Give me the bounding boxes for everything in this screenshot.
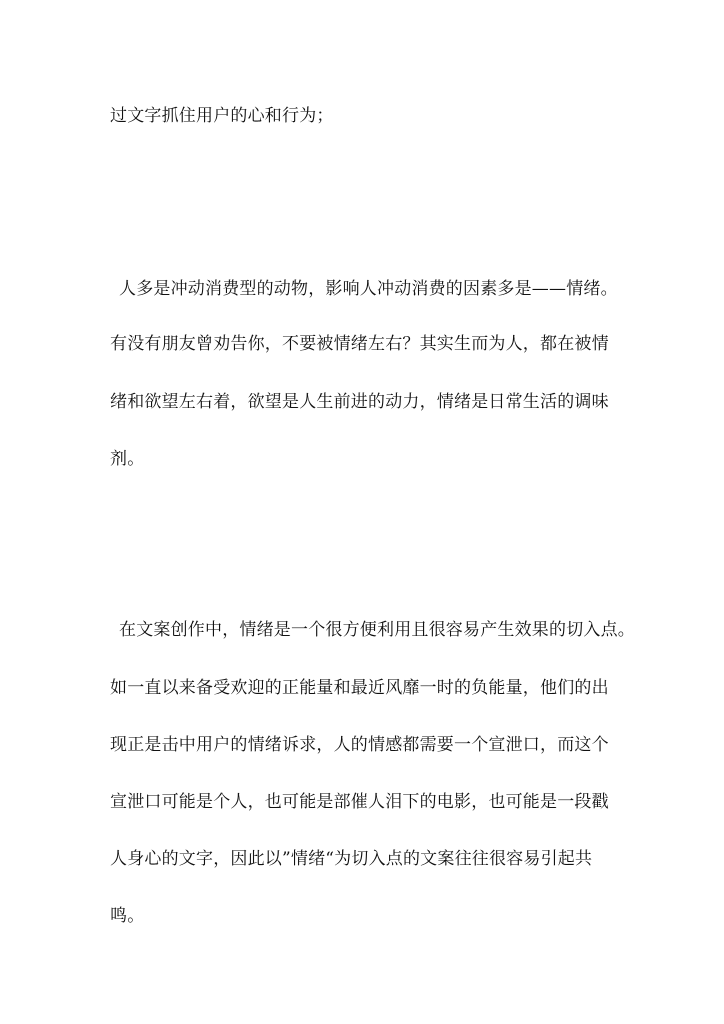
paragraph-2-line-4: 剂。 (110, 449, 145, 469)
paragraph-3-line-2: 如一直以来备受欢迎的正能量和最近风靡一时的负能量，他们的出 (110, 678, 609, 698)
paragraph-2-line-2: 有没有朋友曾劝告你，不要被情绪左右？其实生而为人，都在被情 (110, 334, 609, 354)
paragraph-2-line-3: 绪和欲望左右着，欲望是人生前进的动力，情绪是日常生活的调味 (110, 392, 609, 412)
paragraph-3-line-4: 宣泄口可能是个人，也可能是部催人泪下的电影，也可能是一段戳 (110, 792, 609, 812)
paragraph-1-line-1: 过文字抓住用户的心和行为； (110, 106, 334, 126)
paragraph-2-line-1: 人多是冲动消费型的动物，影响人冲动消费的因素多是——情绪。 (119, 279, 618, 299)
paragraph-3-line-3: 现正是击中用户的情绪诉求，人的情感都需要一个宣泄口，而这个 (110, 735, 609, 755)
paragraph-3-line-5: 人身心的文字，因此以”情绪“为切入点的文案往往很容易引起共 (110, 849, 593, 869)
paragraph-3-line-1: 在文案创作中，情绪是一个很方便利用且很容易产生效果的切入点。 (119, 620, 635, 640)
paragraph-3-line-6: 鸣。 (110, 906, 145, 926)
